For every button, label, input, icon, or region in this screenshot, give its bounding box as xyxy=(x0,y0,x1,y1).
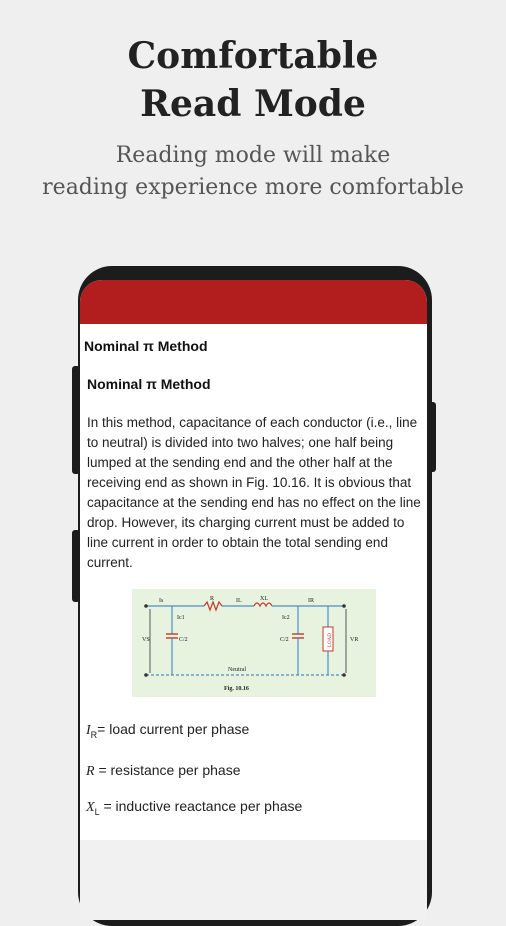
definition-r xyxy=(86,762,240,780)
label-neutral: Neutral xyxy=(228,667,246,673)
definition-r-text: = resistance per phase xyxy=(94,762,241,778)
label-is: Is xyxy=(159,598,164,604)
promo-title-line2: Read Mode xyxy=(140,83,366,125)
label-r: R xyxy=(210,596,215,602)
symbol-i: I xyxy=(86,723,91,738)
promo-title xyxy=(0,32,506,128)
section-title: Nominal π Method xyxy=(87,376,211,392)
label-il: IL xyxy=(236,598,242,604)
label-ir: IR xyxy=(308,598,314,604)
circuit-figure xyxy=(132,589,376,697)
article-paragraph: In this method, capacitance of each conductor (i.e., line to neutral) is divided into two halves; one half being lumped at the sending end and the other half at the receiving end as shown in Fig. 10.16. It is obvious that capacitance at the sending end has no effect on the line drop. However, its charging current must be added to line current in order to obtain the total sending end current. xyxy=(87,415,421,570)
symbol-sub-l: L xyxy=(94,806,100,817)
phone-side-button xyxy=(428,402,436,472)
label-ic2: Ic2 xyxy=(282,615,290,621)
phone-side-button xyxy=(72,366,80,474)
symbol-x: X xyxy=(86,800,95,815)
bottom-area xyxy=(80,840,427,920)
symbol-r: R xyxy=(86,764,95,779)
app-bar xyxy=(80,280,427,324)
circuit-diagram xyxy=(132,589,376,697)
figure-caption: Fig. 10.16 xyxy=(224,686,249,692)
definition-xl xyxy=(86,798,302,817)
definition-ir xyxy=(86,721,249,740)
label-xl: XL xyxy=(260,596,268,602)
phone-side-button xyxy=(72,530,80,602)
label-vr: VR xyxy=(350,637,359,643)
label-c2b: C/2 xyxy=(280,637,289,643)
promo-title-line1: Comfortable xyxy=(127,35,379,77)
symbol-sub-r: R xyxy=(90,729,98,740)
phone-screen xyxy=(80,280,427,920)
promo-subtitle-line1: Reading mode will make xyxy=(115,143,391,168)
label-vs: VS xyxy=(142,637,150,643)
definition-xl-text: = inductive reactance per phase xyxy=(99,798,303,814)
page-title: Nominal π Method xyxy=(84,338,208,354)
promo-subtitle xyxy=(0,140,506,204)
label-ic1: Ic1 xyxy=(177,615,185,621)
definition-ir-text: = load current per phase xyxy=(97,721,250,737)
label-c2a: C/2 xyxy=(179,637,188,643)
label-load: LOAD xyxy=(328,633,333,647)
promo-subtitle-line2: reading experience more comfortable xyxy=(42,175,464,200)
